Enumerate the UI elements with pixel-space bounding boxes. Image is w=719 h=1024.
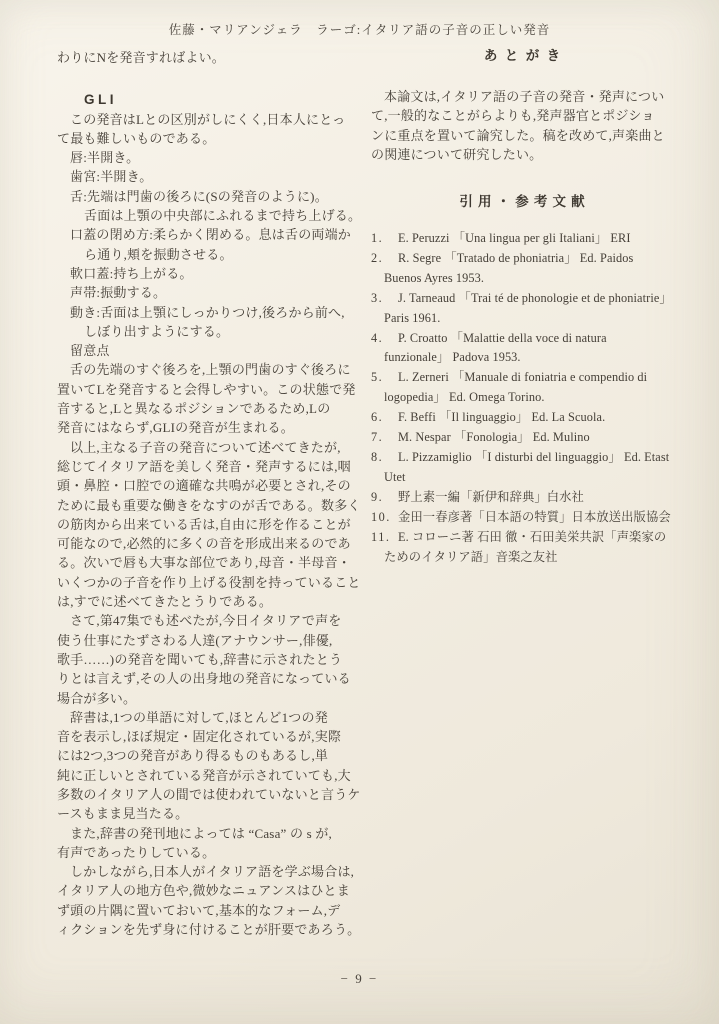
reference-item [371, 488, 673, 508]
reference-text: E. Peruzzi 「Una lingua per gli Italiani」 ERI [398, 231, 631, 246]
text-line: 歯宮:半開き。 [70, 169, 153, 185]
text-line: 歌手……)の発音を聞いても,辞書に示されたとう [57, 651, 343, 667]
reference-text: P. Croatto 「Malattie della voce di natura funzionale」 Padova 1953. [384, 330, 607, 365]
reference-number: 10. [371, 510, 391, 524]
text-line: 有声であったりしている。 [57, 844, 216, 860]
section-heading: GLI [84, 92, 117, 108]
reference-item [371, 368, 673, 407]
text-line: 置いてLを発音すると会得しやすい。この状態で発 [57, 381, 356, 397]
reference-item [371, 508, 673, 528]
afterword-heading: あとがき [483, 48, 568, 63]
reference-text: F. Beffi 「Il linguaggio」 Ed. La Scuola. [398, 410, 606, 425]
text-line: る。次いで唇も大事な部位であり,母音・半母音・ [57, 555, 351, 571]
text-line: 唇:半開き。 [70, 150, 140, 166]
references-heading: 引用・参考文献 [459, 194, 590, 210]
text-line: 留意点 [70, 343, 110, 359]
text-line: 軟口蓋:持ち上がる。 [70, 265, 193, 281]
text-line: 可能なので,必然的に多くの音を形成出来るのであ [57, 536, 351, 552]
reference-text: L. Zerneri 「Manuale di foniatria e compendio di logopedia」 Ed. Omega Torino. [384, 370, 648, 404]
text-line: ず頭の片隅に置いておいて,基本的なフォーム,デ [57, 902, 341, 918]
text-line: いくつかの子音を作り上げる役割を持っていること [57, 574, 361, 590]
afterword-body [371, 87, 673, 164]
text-line: 音を表示し,ほぼ規定・固定化されているが,実際 [57, 729, 342, 745]
text-line: 舌の先端のすぐ後ろを,上顎の門歯のすぐ後ろに [70, 362, 351, 378]
reference-item [371, 528, 673, 567]
text-line: しぼり出すようにする。 [84, 323, 230, 339]
text-line: さて,第47集でも述べたが,今日イタリアで声を [70, 613, 342, 629]
text-line: 使う仕事にたずさわる人達(アナウンサー,俳優, [57, 632, 333, 648]
text-line: 動き:舌面は上顎にしっかりつけ,後ろから前へ, [70, 304, 345, 320]
reference-item [371, 249, 673, 288]
text-line: ンに重点を置いて論究した。稿を改めて,声楽曲と [371, 127, 665, 143]
text-line: て,一般的なことがらよりも,発声器官とポジショ [371, 108, 655, 124]
text-line: 以上,主なる子音の発音について述べてきたが, [70, 439, 341, 455]
text-line: 頭・鼻腔・口腔での適確な共鳴が必要とされ,その [57, 478, 351, 494]
running-head: 佐藤・マリアンジェラ ラーゴ:イタリア語の子音の正しい発音 [168, 23, 551, 37]
text-line: この発音はLとの区別がしにくく,日本人にとっ [70, 111, 346, 127]
reference-text: 金田一春彦著「日本語の特質」日本放送出版協会 [398, 510, 671, 524]
text-line: て最も難しいものである。 [57, 130, 216, 146]
text-line: ースもまま見当たる。 [57, 806, 189, 822]
text-line: ら通り,頬を振動させる。 [84, 246, 233, 262]
text-line: は,すでに述べてきたとうりである。 [57, 594, 273, 610]
text-line: しかしながら,日本人がイタリア語を学ぶ場合は, [70, 864, 355, 880]
text-line: ィクションを先ず身に付けることが肝要であろう。 [57, 922, 361, 938]
text-line: には2つ,3つの発音があり得るものもあるし,単 [57, 748, 329, 764]
text-line: 音すると,Lと異なるポジションであるため,Lの [57, 401, 331, 417]
reference-text: J. Tarneaud 「Trai té de phonologie et de phoniatrie」 Paris 1961. [384, 290, 672, 325]
text-line: 辞書は,1つの単語に対して,ほとんど1つの発 [70, 709, 328, 725]
reference-item [371, 329, 673, 368]
reference-number: 4. [371, 330, 384, 345]
reference-number: 7. [371, 430, 384, 445]
text-line: の筋肉から出来ている舌は,自由に形を作ることが [57, 516, 351, 532]
reference-item [371, 229, 673, 249]
references-list [371, 229, 673, 567]
page-number: − 9 − [340, 971, 379, 986]
text-line: 多数のイタリア人の間では使われていないと言うケ [57, 786, 361, 802]
text-line: わりにNを発音すればよい。 [57, 50, 225, 65]
reference-number: 3. [371, 290, 384, 305]
text-line: 舌面は上顎の中央部にふれるまで持ち上げる。 [84, 208, 362, 224]
reference-number: 9. [371, 489, 384, 504]
text-line: また,辞書の発刊地によっては “Casa” の s が, [70, 825, 332, 841]
reference-item [371, 428, 673, 448]
right-column [371, 44, 673, 568]
text-line: 舌:先端は門歯の後ろに(Sの発音のように)。 [70, 188, 328, 204]
reference-item [371, 448, 673, 487]
reference-number: 1. [371, 231, 384, 246]
reference-text: L. Pizzamiglio 「I disturbi del linguaggio」 Ed. Etast Utet [384, 450, 670, 484]
reference-text: M. Nespar 「Fonologia」 Ed. Mulino [398, 430, 590, 445]
text-line: ために最も重要な働きをなすのが舌である。数多く [57, 497, 361, 513]
text-line: イタリア人の地方色や,微妙なニュアンスはひとま [57, 883, 350, 899]
reference-number: 11. [371, 530, 391, 545]
reference-number: 2. [371, 251, 384, 266]
text-line: 声帯:振動する。 [70, 285, 167, 301]
text-line: 純に正しいとされている発音が示されていても,大 [57, 767, 351, 783]
text-line: 口蓋の閉め方:柔らかく閉める。息は舌の両端か [70, 227, 352, 243]
left-column [57, 48, 362, 939]
reference-number: 5. [371, 370, 384, 385]
reference-number: 8. [371, 450, 384, 465]
text-line: 総じてイタリア語を美しく発音・発声するには,咽 [57, 458, 351, 474]
reference-item [371, 408, 673, 428]
text-line: 本論文は,イタリア語の子音の発音・発声につい [384, 89, 665, 104]
text-line: 場合が多い。 [57, 690, 137, 706]
reference-number: 6. [371, 410, 384, 425]
reference-text: R. Segre 「Tratado de phoniatria」 Ed. Paidos Buenos Ayres 1953. [384, 251, 634, 285]
left-column-body [57, 90, 362, 939]
text-line: の関連について研究したい。 [371, 146, 543, 162]
text-line: りとは言えず,その人の出身地の発音になっている [57, 671, 351, 687]
reference-text: E. コローニ著 石田 徹・石田美栄共訳「声楽家のためのイタリア語」音楽之友社 [384, 530, 667, 564]
reference-text: 野上素一編「新伊和辞典」白水社 [398, 489, 584, 504]
text-line: 発音にはならず,GLIの発音が生まれる。 [57, 420, 294, 436]
reference-item [371, 289, 673, 328]
